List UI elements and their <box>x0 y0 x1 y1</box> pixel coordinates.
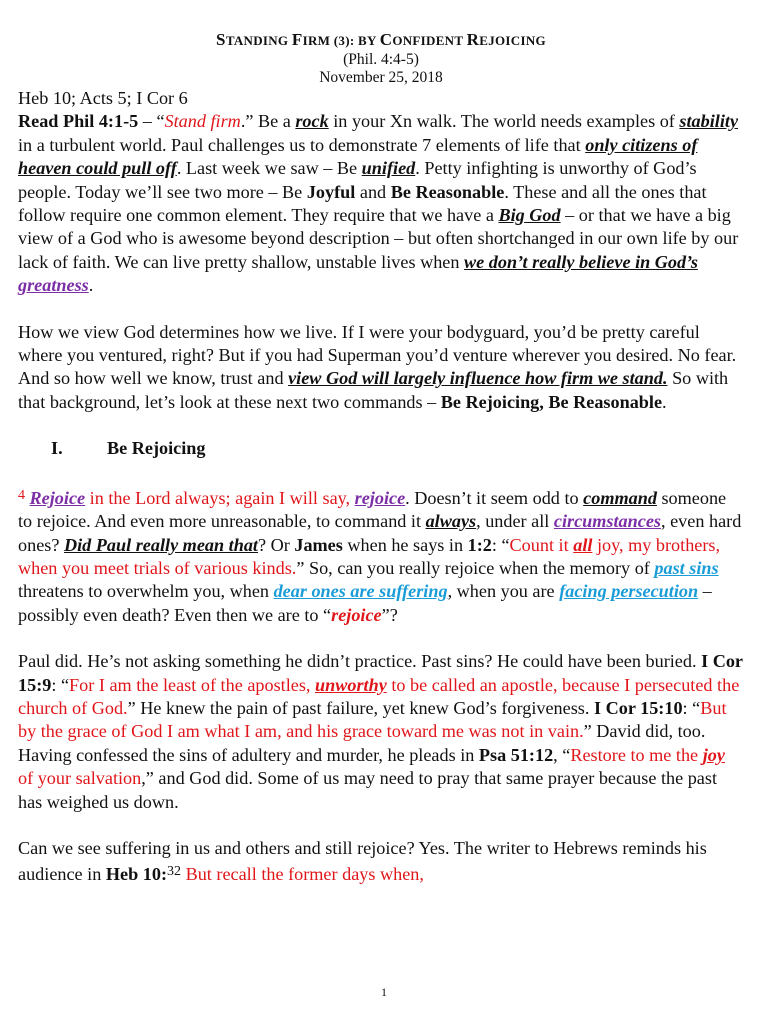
text-run: . Last week we saw – Be <box>176 158 362 179</box>
text-run: Rejoice <box>29 487 86 508</box>
text-run: – “ <box>138 111 165 132</box>
section-label: Be Rejoicing <box>107 438 206 459</box>
text-run: Stand firm <box>164 111 241 132</box>
text-run: . <box>662 391 667 412</box>
text-run: when he says in <box>342 534 468 555</box>
text-run: ”? <box>381 604 398 625</box>
text-run: : “ <box>491 534 510 555</box>
text-run: of your salvation <box>18 768 142 789</box>
text-run: rejoice <box>331 604 382 625</box>
text-run: dear ones are suffering <box>273 581 448 602</box>
text-run: rock <box>295 111 329 132</box>
text-run: ” He knew the pain of past failure, yet knew God’s forgiveness. <box>127 697 594 718</box>
text-run: always <box>425 511 477 532</box>
text-run: joy <box>702 744 725 765</box>
text-run: Paul did. He’s not asking something he didn’t practice. Past sins? He could have been buried. <box>18 651 702 672</box>
text-run: . These and all the ones that follow require one common element. They require that we have a <box>18 181 707 226</box>
text-run: Heb 10: <box>105 864 168 885</box>
scripture-reference: (Phil. 4:4-5) <box>343 51 419 68</box>
document-title <box>18 30 744 51</box>
text-run: all <box>573 534 593 555</box>
text-run: joy, my brothers, when you meet trials of various kinds. <box>18 534 721 578</box>
text-run: : “ <box>682 697 701 718</box>
text-run: James <box>294 534 343 555</box>
text-run: But recall the former days when, <box>185 864 424 885</box>
text-run: , under all <box>476 511 554 532</box>
text-run: . <box>88 275 94 296</box>
text-run: Did Paul really mean that <box>63 534 258 555</box>
paragraph-intro <box>18 110 744 297</box>
text-run: stability <box>679 111 739 132</box>
text-run: 4 <box>18 487 25 503</box>
text-run: Can we see suffering in us and others and still rejoice? Yes. The writer to Hebrews reminds his audience in <box>18 837 707 885</box>
text-run: How we view God determines how we live. If I were your bodyguard, you’d be pretty careful where you ventured, right? But if you had Superman you’d venture wherever you desired. No fear. And so how well we know, trust and <box>18 321 737 389</box>
title-part: TANDING <box>225 33 292 48</box>
text-run: past sins <box>654 557 719 578</box>
text-run: someone to rejoice. And even more unreasonable, to command it <box>18 487 727 532</box>
text-run: threatens to overwhelm you, when <box>18 581 274 602</box>
text-run: – or that we have a big view of a God who is awesome beyond description – but often shortchanged in our own life by our lack of faith. We can live pretty shallow, unstable lives when <box>18 205 739 272</box>
text-run: only citizens of heaven could pull off <box>18 134 698 179</box>
title-part: F <box>291 30 303 49</box>
text-run: greatness <box>18 275 89 296</box>
text-run: to be called an apostle, because I persecuted the church of God. <box>18 674 740 718</box>
paragraph-rejoice <box>18 484 744 627</box>
text-run: Be Reasonable <box>390 181 505 202</box>
text-run: : “ <box>51 674 70 695</box>
section-heading <box>51 437 744 460</box>
text-run: , when you are <box>447 581 560 602</box>
text-run: . Petty infighting is unworthy of God’s people. Today we’ll see two more – Be <box>18 158 697 202</box>
title-part: R <box>466 30 480 49</box>
text-run: view God will largely influence how firm we stand. <box>288 368 668 389</box>
text-run: I Cor 15:10 <box>593 697 683 718</box>
text-run: and <box>355 181 391 202</box>
text-run: command <box>583 487 657 508</box>
text-run: unified <box>361 158 416 179</box>
text-run: in your Xn walk. The world needs examples of <box>328 111 680 132</box>
text-run: But by the grace of God I am what I am, and his grace toward me was not in vain. <box>18 697 727 742</box>
sermon-date: November 25, 2018 <box>319 69 443 86</box>
text-run: Joyful <box>306 181 356 202</box>
page-number: 1 <box>381 985 387 999</box>
text-run: , even hard ones? <box>18 511 742 555</box>
text-run: 32 <box>167 864 182 880</box>
text-run: ” So, can you really rejoice when the memory of <box>296 557 655 578</box>
text-run: For I am the least of the apostles, <box>69 674 316 695</box>
text-run: Big God <box>498 205 561 226</box>
title-part: Y <box>366 33 380 48</box>
text-run: unworthy <box>315 674 387 695</box>
text-run: in the Lord always; again I will say, <box>85 487 355 508</box>
text-run: ,” and God did. Some of us may need to pray that same prayer because the past has weighed us down. <box>18 768 718 812</box>
text-run: ? Or <box>257 534 295 555</box>
text-run: Count it <box>509 534 574 555</box>
text-run: 1:2 <box>467 534 492 555</box>
text-run: rejoice <box>354 487 406 508</box>
text-run: So with that background, let’s look at these next two commands – <box>18 368 729 412</box>
text-run: facing persecution <box>559 581 699 602</box>
paragraph-view-god <box>18 321 744 415</box>
text-run: .” Be a <box>240 111 296 132</box>
text-run: Psa 51:12 <box>478 744 554 765</box>
text-run: , “ <box>553 744 571 765</box>
text-run: we don’t really believe in God’s <box>464 251 698 272</box>
text-run: circumstances <box>553 511 661 532</box>
title-part: IRM (3): B <box>302 33 367 48</box>
paragraph-paul-did <box>18 650 744 814</box>
title-part: C <box>379 30 393 49</box>
text-run: ” David did, too. Having confessed the sins of adultery and murder, he pleads in <box>18 721 706 765</box>
text-run: . Doesn’t it seem odd to <box>405 487 584 508</box>
text-run: I Cor 15:9 <box>18 651 743 695</box>
paragraph-suffering <box>18 837 744 887</box>
text-run: Be Rejoicing, Be Reasonable <box>440 391 663 412</box>
text-run: – possibly even death? Even then we are to “ <box>18 581 712 625</box>
title-part: S <box>216 30 226 49</box>
section-number: I. <box>51 438 63 459</box>
title-part: EJOICING <box>479 33 546 48</box>
text-run: Restore to me the <box>570 744 703 765</box>
readings-line: Heb 10; Acts 5; I Cor 6 <box>18 88 188 108</box>
text-run: Read Phil 4:1-5 <box>18 111 139 132</box>
text-run: in a turbulent world. Paul challenges us to demonstrate 7 elements of life that <box>18 134 586 155</box>
title-part: ONFIDENT <box>392 33 467 48</box>
